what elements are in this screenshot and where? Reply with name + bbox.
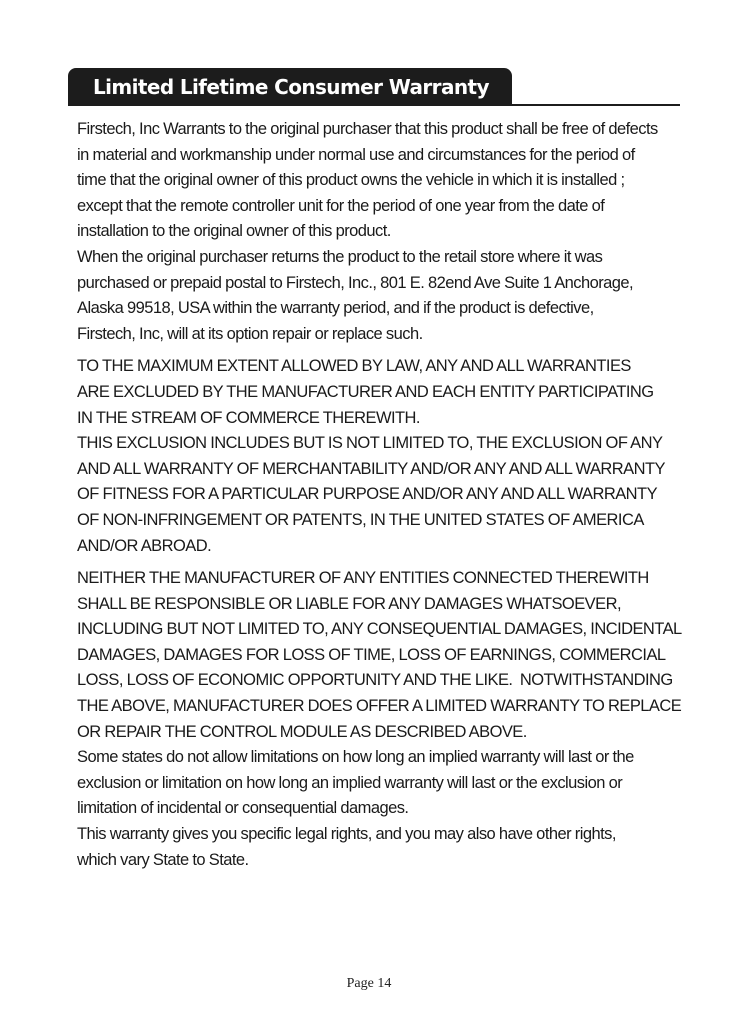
text-line: in material and workmanship under normal use and circumstances for the period of — [77, 145, 635, 164]
text-line: Some states do not allow limitations on how long an implied warranty will last or the — [77, 748, 634, 767]
warranty-paragraph-liability — [77, 566, 691, 873]
text-line: DAMAGES, DAMAGES FOR LOSS OF TIME, LOSS OF EARNINGS, COMMERCIAL — [77, 645, 666, 664]
text-line: Alaska 99518, USA within the warranty period, and if the product is defective, — [77, 299, 594, 318]
warranty-paragraph-terms — [77, 117, 691, 347]
text-line: NEITHER THE MANUFACTURER OF ANY ENTITIES CONNECTED THEREWITH — [77, 569, 649, 588]
text-line: purchased or prepaid postal to Firstech, Inc., 801 E. 82end Ave Suite 1 Anchorage, — [77, 273, 634, 292]
page-number: Page 14 — [346, 976, 392, 991]
text-line: AND/OR ABROAD. — [77, 536, 212, 555]
text-line: ARE EXCLUDED BY THE MANUFACTURER AND EACH ENTITY PARTICIPATING — [77, 382, 654, 401]
text-line: installation to the original owner of this product. — [77, 222, 391, 241]
text-line: THE ABOVE, MANUFACTURER DOES OFFER A LIMITED WARRANTY TO REPLACE — [77, 697, 682, 716]
text-line: INCLUDING BUT NOT LIMITED TO, ANY CONSEQUENTIAL DAMAGES, INCIDENTAL — [77, 620, 682, 639]
section-header — [68, 68, 680, 106]
text-line: This warranty gives you specific legal rights, and you may also have other rights, — [77, 825, 616, 844]
text-line: Firstech, Inc, will at its option repair or replace such. — [77, 324, 423, 343]
text-line: exclusion or limitation on how long an implied warranty will last or the exclusion or — [77, 773, 623, 792]
text-line: time that the original owner of this product owns the vehicle in which it is installed ; — [77, 171, 625, 190]
text-line: TO THE MAXIMUM EXTENT ALLOWED BY LAW, ANY AND ALL WARRANTIES — [77, 357, 631, 376]
text-line: which vary State to State. — [77, 850, 249, 869]
text-line: Firstech, Inc Warrants to the original purchaser that this product shall be free of defects — [77, 120, 658, 138]
text-line: OF FITNESS FOR A PARTICULAR PURPOSE AND/OR ANY AND ALL WARRANTY — [77, 485, 658, 504]
text-line: THIS EXCLUSION INCLUDES BUT IS NOT LIMITED TO, THE EXCLUSION OF ANY — [77, 434, 663, 453]
header-divider — [68, 104, 680, 106]
warranty-body — [77, 117, 691, 873]
section-title: Limited Lifetime Consumer Warranty — [68, 68, 512, 105]
text-line: OF NON-INFRINGEMENT OR PATENTS, IN THE UNITED STATES OF AMERICA — [77, 510, 644, 529]
text-line: SHALL BE RESPONSIBLE OR LIABLE FOR ANY DAMAGES WHATSOEVER, — [77, 594, 621, 613]
text-line: LOSS, LOSS OF ECONOMIC OPPORTUNITY AND THE LIKE. NOTWITHSTANDING — [77, 671, 673, 690]
text-line: limitation of incidental or consequential damages. — [77, 799, 409, 818]
text-line: OR REPAIR THE CONTROL MODULE AS DESCRIBED ABOVE. — [77, 722, 527, 741]
text-line: except that the remote controller unit for the period of one year from the date of — [77, 196, 605, 215]
text-line: When the original purchaser returns the product to the retail store where it was — [77, 247, 603, 266]
warranty-paragraph-exclusions — [77, 354, 691, 559]
text-line: AND ALL WARRANTY OF MERCHANTABILITY AND/OR ANY AND ALL WARRANTY — [77, 459, 665, 478]
text-line: IN THE STREAM OF COMMERCE THEREWITH. — [77, 408, 420, 427]
